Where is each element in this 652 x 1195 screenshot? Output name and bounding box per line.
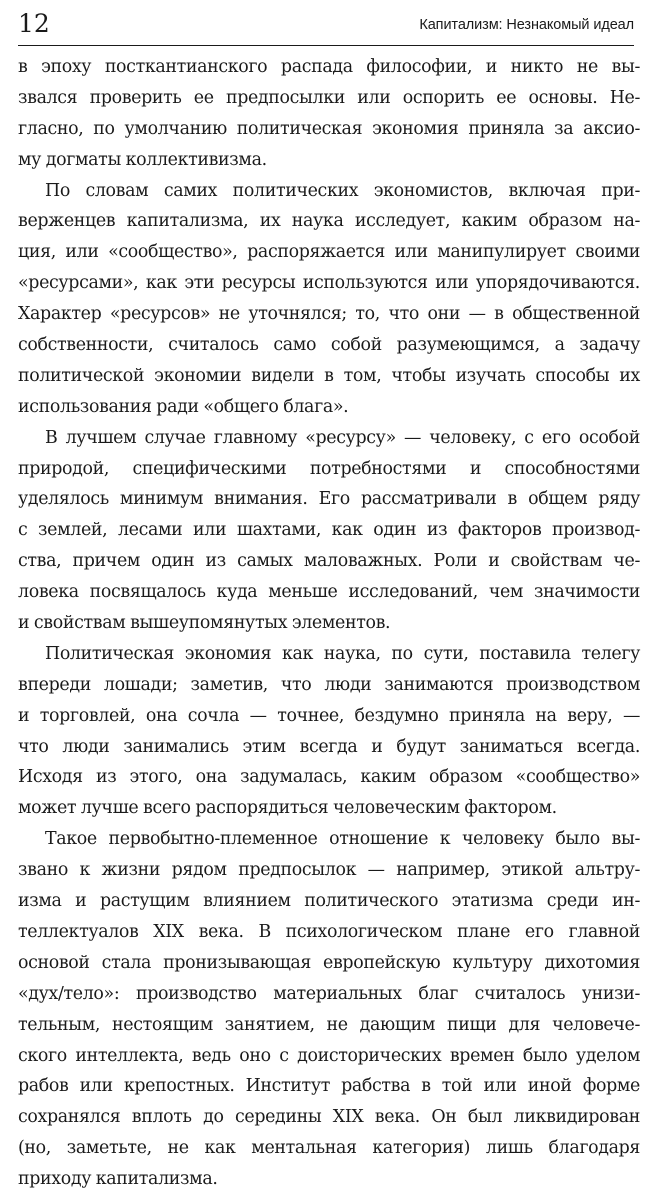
text-line: звано к жизни рядом предпосылок — например, этикой альтру- — [18, 860, 640, 881]
text-line: Характер «ресурсов» не уточнялся; то, что они — в общественной — [18, 304, 640, 325]
page-number: 12 — [18, 9, 50, 38]
page-header — [18, 6, 634, 46]
text-line: сохранялся вплоть до середины XIX века. Он был ликвидирован — [18, 1107, 640, 1128]
text-line: уделялось минимум внимания. Его рассматривали в общем ряду — [18, 489, 640, 510]
text-line: звался проверить ее предпосылки или оспорить ее основы. Не- — [18, 87, 640, 108]
text-line: «дух/тело»: производство материальных благ считалось унизи- — [18, 983, 640, 1004]
text-line: собственности, считалось само собой разумеющимся, а задачу — [18, 335, 640, 356]
text-line: (но, заметьте, не как ментальная категория) лишь благодаря — [18, 1138, 640, 1159]
text-line: изма и растущим влиянием политического этатизма среди ин- — [18, 891, 640, 912]
text-line: ства, причем один из самых маловажных. Роли и свойствам че- — [18, 551, 640, 572]
text-line: приходу капитализма. — [18, 1169, 218, 1190]
text-line: тельным, нестоящим занятием, не дающим пищи для человече- — [18, 1014, 640, 1035]
text-line: Политическая экономия как наука, по сути, поставила телегу — [45, 643, 640, 664]
text-line: и торговлей, она сочла — точнее, бездумно приняла на веру, — — [18, 705, 640, 726]
text-line: ского интеллекта, ведь оно с доисторических времен было уделом — [18, 1045, 640, 1066]
text-line: му догматы коллективизма. — [18, 149, 267, 170]
text-line: «ресурсами», как эти ресурсы используются или упорядочиваются. — [18, 273, 640, 294]
paragraph — [18, 176, 640, 423]
paragraph — [18, 824, 640, 1195]
text-line: гласно, по умолчанию политическая экономия приняла за аксио- — [18, 118, 640, 139]
text-line: По словам самих политических экономистов, включая при- — [45, 180, 640, 201]
text-line: основой стала пронизывающая европейскую культуру дихотомия — [18, 952, 640, 973]
text-line: в эпоху посткантианского распада философии, и никто не вы- — [18, 57, 640, 77]
text-line: впереди лошади; заметив, что люди занимаются производством — [18, 674, 640, 695]
paragraph — [18, 52, 640, 176]
header-rule — [18, 45, 634, 46]
text-line: и свойствам вышеупомянутых элементов. — [18, 613, 391, 634]
text-line: политической экономии видели в том, чтобы изучать способы их — [18, 365, 640, 386]
text-line: В лучшем случае главному «ресурсу» — человеку, с его особой — [45, 427, 640, 448]
paragraph — [18, 639, 640, 824]
text-line: Исходя из этого, она задумалась, каким образом «сообщество» — [18, 767, 640, 788]
text-line: ловека посвящалось куда меньше исследований, чем значимости — [18, 582, 640, 603]
text-line: природой, специфическими потребностями и способностями — [18, 458, 640, 479]
running-title: Капитализм: Незнакомый идеал — [419, 17, 634, 33]
text-line: ция, или «сообщество», распоряжается или манипулирует своими — [18, 242, 640, 263]
text-line: Такое первобытно-племенное отношение к человеку было вы- — [45, 829, 640, 850]
text-line: с землей, лесами или шахтами, как один из факторов производ- — [18, 520, 640, 541]
paragraph — [18, 423, 640, 639]
text-line: может лучше всего распорядиться человеческим фактором. — [18, 798, 557, 819]
text-line: теллектуалов XIX века. В психологическом плане его главной — [18, 921, 640, 942]
text-line: что люди занимались этим всегда и будут заниматься всегда. — [18, 736, 640, 757]
body-text — [18, 52, 640, 1195]
text-line: рабов или крепостных. Институт рабства в той или иной форме — [18, 1076, 640, 1097]
text-line: использования ради «общего блага». — [18, 396, 349, 417]
text-line: верженцев капитализма, их наука исследует, каким образом на- — [18, 211, 640, 232]
